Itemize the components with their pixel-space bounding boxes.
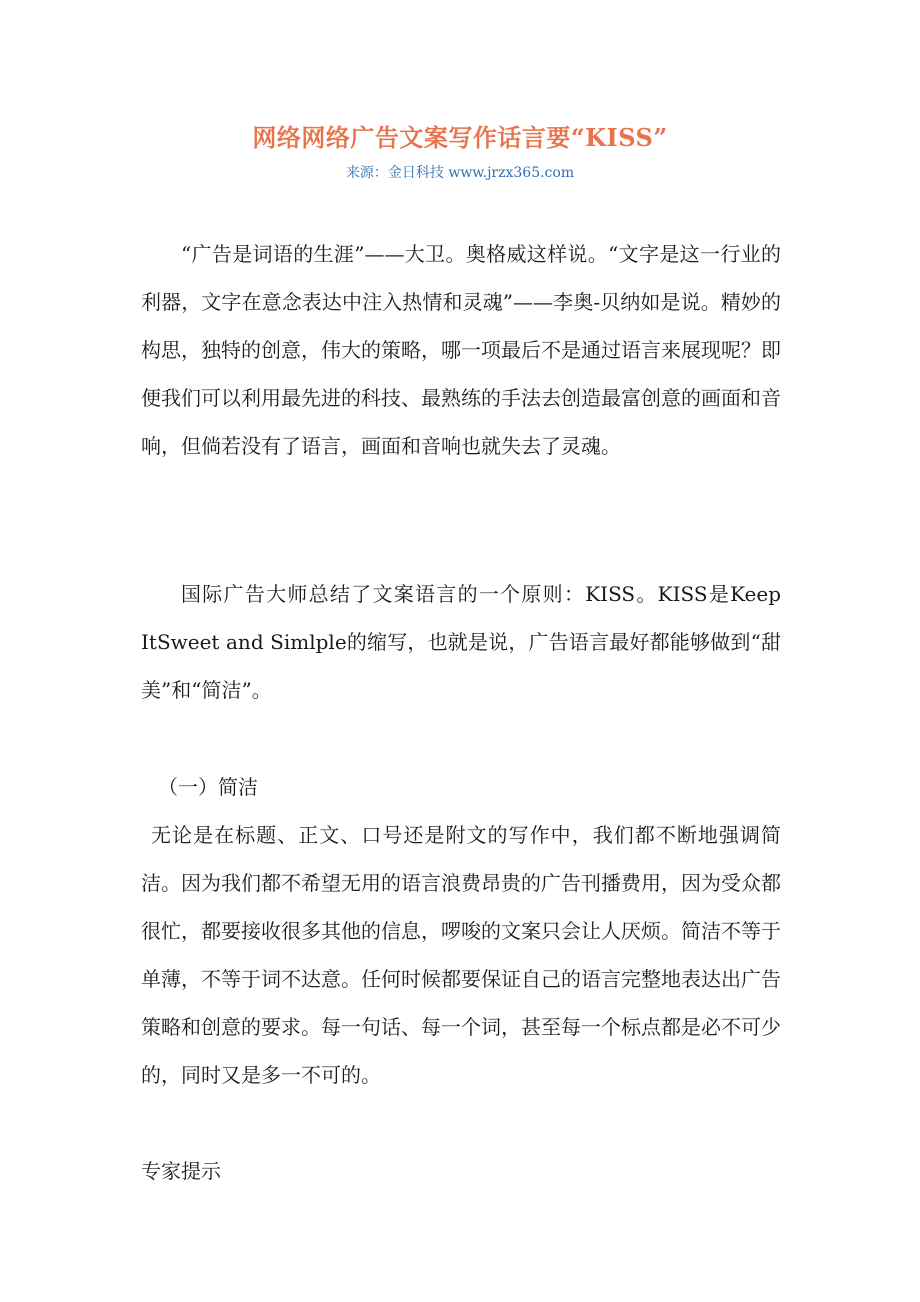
section-heading: （一）简洁 [158, 775, 258, 799]
expert-tip-heading: 专家提示 [141, 1159, 221, 1183]
paragraph-intro: “广告是词语的生涯”——大卫。奥格威这样说。“文字是这一行业的利器，文字在意念表达中注入热情和灵魂”——李奥-贝纳如是说。精妙的构思，独特的创意，伟大的策略，哪一项最后不是通过语言来展现呢？即便我们可以利用最先进的科技、最熟练的手法去创造最富创意的画面和音响，但倘若没有了语言，画面和音响也就失去了灵魂。 [141, 242, 781, 458]
paragraph-simplicity: 无论是在标题、正文、口号还是附文的写作中，我们都不断地强调简洁。因为我们都不希望无用的语言浪费昂贵的广告刊播费用，因为受众都很忙，都要接收很多其他的信息，啰唆的文案只会让人厌烦。简洁不等于单薄，不等于词不达意。任何时候都要保证自己的语言完整地表达出广告策略和创意的要求。每一句话、每一个词，甚至每一个标点都是必不可少的，同时又是多一不可的。 [141, 823, 781, 1087]
paragraph-kiss-principle: 国际广告大师总结了文案语言的一个原则：KISS。KISS是Keep ItSweet and Simlple的缩写，也就是说，广告语言最好都能够做到“甜美”和“简洁”。 [141, 582, 781, 702]
source-line: 来源：金日科技 www.jrzx365.com [345, 165, 575, 181]
document-title: 网络网络广告文案写作话言要“KISS” [252, 123, 668, 152]
